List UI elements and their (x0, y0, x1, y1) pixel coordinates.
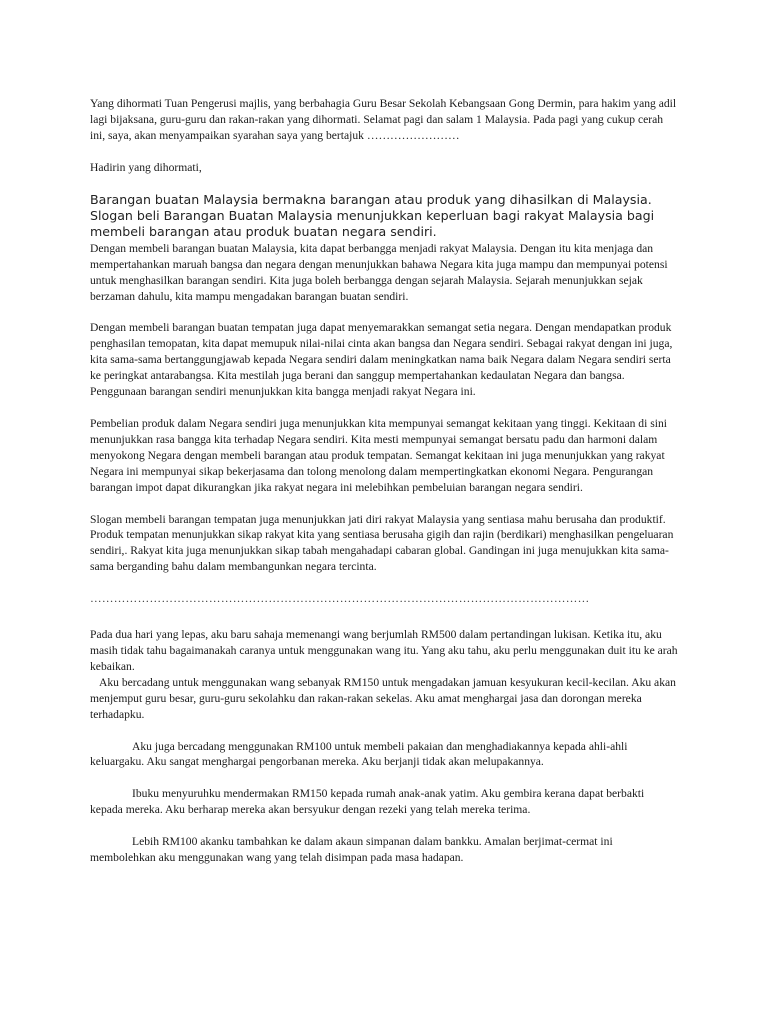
section-separator: ……………………………………………………………………………………………………………… (90, 592, 590, 606)
document-page (90, 96, 678, 866)
speech-opening: Yang dihormati Tuan Pengerusi majlis, yang berbahagia Guru Besar Sekolah Kebangsaan Gong Dermin, para hakim yang adil lagi bijaksana, guru-guru dan rakan-rakan yang dihormati. Selamat pagi dan salam 1 Malaysia. Pada pagi yang cukup cerah ini, saya, akan menyampaikan syarahan saya yang bertajuk …………………… (90, 97, 677, 142)
essay-paragraph-5: Lebih RM100 akanku tambahkan ke dalam akaun simpanan dalam bankku. Amalan berjimat-cermat ini membolehkan aku menggunakan wang yang telah disimpan pada masa hadapan. (90, 835, 613, 865)
essay-paragraph-4: Ibuku menyuruhku mendermakan RM150 kepada rumah anak-anak yatim. Aku gembira kerana dapat berbakti kepada mereka. Aku berharap mereka akan bersyukur dengan rezeki yang telah mereka terima. (90, 787, 645, 817)
essay-paragraph-2: Aku bercadang untuk menggunakan wang sebanyak RM150 untuk mengadakan jamuan kesyukuran kecil-kecilan. Aku akan menjemput guru besar, guru-guru sekolahku dan rakan-rakan sekelas. Aku amat menghargai jasa dan dorongan mereka terhadapku. (90, 675, 676, 721)
speech-greeting: Hadirin yang dihormati, (90, 160, 202, 174)
speech-paragraph-3: Pembelian produk dalam Negara sendiri juga menunjukkan kita mempunyai semangat kekitaan yang tinggi. Kekitaan di sini menunjukkan rasa bangga kita terhadap Negara sendiri. Kita mesti mempunyai semangat bersatu padu dan harmoni dalam menyokong Negara dengan membeli barangan atau produk tempatan. Semangat kekitaan ini juga menunjukkan yang rakyat Negara ini mempunyai sikap bekerjasama dan tolong menolong dalam mempertingkatkan ekonomi Negara. Pengurangan barangan impot dapat dikurangkan jika rakyat negara ini melebihkan pembeluian barangan negara sendiri. (90, 417, 667, 494)
speech-paragraph-1: Dengan membeli barangan buatan Malaysia, kita dapat berbangga menjadi rakyat Malaysia. Dengan itu kita menjaga dan mempertahankan maruah bangsa dan negara dengan menunjukkan bahawa Negara kita juga mampu dan mempunyai potensi untuk menghasilkan barangan sendiri. Kita juga boleh berbangga dengan sejarah Malaysia. Sejarah menunjukkan sejak berzaman dahulu, kita mampu mengadakan barangan buatan sendiri. (90, 241, 668, 303)
speech-paragraph-2: Dengan membeli barangan buatan tempatan juga dapat menyemarakkan semangat setia negara. Dengan mendapatkan produk penghasilan temopatan, kita dapat memupuk nilai-nilai cinta akan bangsa dan Negara sendiri. Sebagai rakyat dengan ini juga, kita sama-sama bertanggungjawab kepada Negara sendiri dalam meningkatkan nama baik Negara dalam Negara sendiri serta ke peringkat antarabangsa. Kita mestilah juga berani dan sanggup mempertahankan kedaulatan Negara dan bangsa. Penggunaan barangan sendiri menunjukkan kita bangga menjadi rakyat Negara ini. (90, 321, 673, 399)
speech-intro: Barangan buatan Malaysia bermakna barangan atau produk yang dihasilkan di Malaysia. Slogan beli Barangan Buatan Malaysia menunjukkan keperluan bagi rakyat Malaysia bagi membeli barangan atau produk buatan negara sendiri. (90, 191, 655, 240)
essay-paragraph-1: Pada dua hari yang lepas, aku baru sahaja memenangi wang berjumlah RM500 dalam pertandingan lukisan. Ketika itu, aku masih tidak tahu bagaimanakah caranya untuk menggunakan wang itu. Yang aku tahu, aku perlu menggunakan duit itu ke arah kebaikan. (90, 628, 678, 673)
essay-paragraph-3: Aku juga bercadang menggunakan RM100 untuk membeli pakaian dan menghadiakannya kepada ahli-ahli keluargaku. Aku sangat menghargai pengorbanan mereka. Aku berjanji tidak akan melupakannya. (90, 739, 628, 769)
speech-paragraph-4: Slogan membeli barangan tempatan juga menunjukkan jati diri rakyat Malaysia yang sentiasa mahu berusaha dan produktif. Produk tempatan menunjukkan sikap rakyat kita yang sentiasa berusaha gigih dan rajin (berdikari) menghasilkan pengeluaran sendiri,. Rakyat kita juga menunjukkan sikap tabah mengahadapi cabaran global. Gandingan ini juga menujukkan kita sama-sama berganding bahu dalam membangunkan negara tercinta. (90, 512, 674, 574)
